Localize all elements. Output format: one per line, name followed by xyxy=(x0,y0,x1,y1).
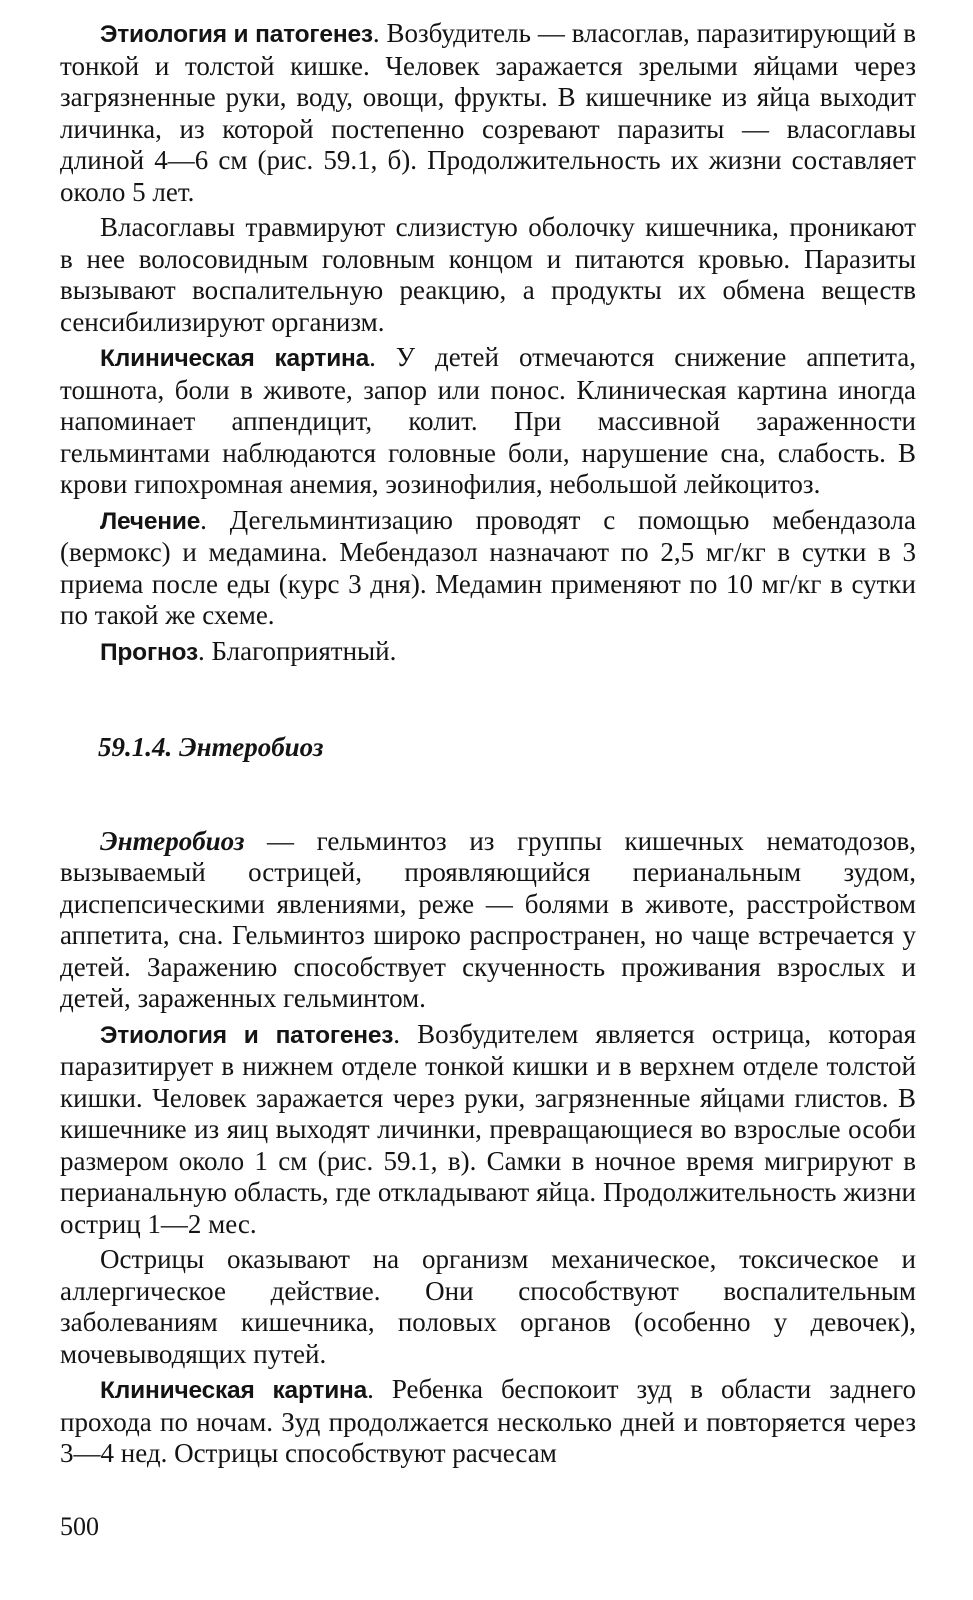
paragraph-treatment-trichuriasis xyxy=(60,505,916,632)
paragraph-etiology-trichuriasis xyxy=(60,18,916,208)
paragraph-definition-enterobiasis xyxy=(60,826,916,1015)
run-in-heading: Этиология и патогенез xyxy=(100,21,373,48)
paragraph-text: . Дегельминтизацию проводят с помощью мебендазола (вермокс) и медамина. Мебендазол назначают по 2,5 мг/кг в сутки в 3 приема после еды (курс 3 дня). Медамин применяют по 10 мг/кг в сутки по такой же схеме. xyxy=(60,504,916,630)
paragraph-text: . У детей отмечаются снижение аппетита, тошнота, боли в животе, запор или понос. Клиническая картина иногда напоминает аппендицит, колит. При массивной зараженности гельминтами наблюдаются головные боли, нарушение сна, слабость. В крови гипохромная анемия, эозинофилия, небольшой лейкоцитоз. xyxy=(60,342,917,499)
section-heading: 59.1.4. Энтеробиоз xyxy=(98,732,324,762)
paragraph-clinical-picture-enterobiasis xyxy=(60,1374,916,1470)
run-in-heading: Клиническая картина xyxy=(100,1377,368,1404)
paragraph-text: . Благоприятный. xyxy=(197,635,397,666)
paragraph-text: . Ребенка беспокоит зуд в области заднего прохода по ночам. Зуд продолжается несколько дней и повторяется через 3—4 нед. Острицы способствуют расчесам xyxy=(60,1374,916,1468)
run-in-heading: Этиология и патогенез xyxy=(100,1021,394,1049)
run-in-heading: Клиническая картина xyxy=(100,345,370,372)
run-in-heading: Прогноз xyxy=(100,638,198,666)
paragraph-clinical-picture-trichuriasis xyxy=(60,342,916,501)
paragraph-effects-enterobiasis xyxy=(60,1244,916,1370)
run-in-heading: Лечение xyxy=(100,507,201,535)
paragraph-text: Власоглавы травмируют слизистую оболочку кишечника, проникают в нее волосовидным головным концом и питаются кровью. Паразиты вызывают воспалительную реакцию, а продукты их обмена веществ сенсибилизируют организм. xyxy=(60,212,916,337)
paragraph-pathogenesis-trichuriasis xyxy=(60,212,916,338)
paragraph-etiology-enterobiasis xyxy=(60,1019,916,1241)
page-number: 500 xyxy=(60,1512,99,1541)
page-body xyxy=(60,18,916,1474)
defined-term: Энтеробиоз xyxy=(100,825,245,856)
paragraph-text: Острицы оказывают на организм механическое, токсическое и аллергическое действие. Они способствуют воспалительным заболеваниям кишечника, половых органов (особенно у девочек), мочевыводящих путей. xyxy=(60,1244,916,1369)
paragraph-prognosis-trichuriasis xyxy=(60,636,916,669)
paragraph-text: . Возбудителем является острица, которая паразитирует в нижнем отделе тонкой кишки и в верхнем отделе толстой кишки. Человек заражается через руки, загрязненные яйцами глистов. В кишечнике из яиц выходят личинки, превращающиеся во взрослые особи размером около 1 см (рис. 59.1, в). Самки в ночное время мигрируют в перианальную область, где откладывают яйца. Продолжительность жизни остриц 1—2 мес. xyxy=(60,1018,916,1239)
paragraph-text: . Возбудитель — власоглав, паразитирующий в тонкой и толстой кишке. Человек заражается зрелыми яйцами через загрязненные руки, воду, овощи, фрукты. В кишечнике из яйца выходит личинка, из которой постепенно созревают паразиты — власоглавы длиной 4—6 см (рис. 59.1, б). Продолжительность их жизни составляет около 5 лет. xyxy=(60,18,916,207)
paragraph-text: — гельминтоз из группы кишечных нематодозов, вызываемый острицей, проявляющийся перианальным зудом, диспепсическими явлениями, реже — болями в животе, расстройством аппетита, сна. Гельминтоз широко распространен, но чаще встречается у детей. Заражению способствует скученность проживания взрослых и детей, зараженных гельминтом. xyxy=(60,825,916,1013)
